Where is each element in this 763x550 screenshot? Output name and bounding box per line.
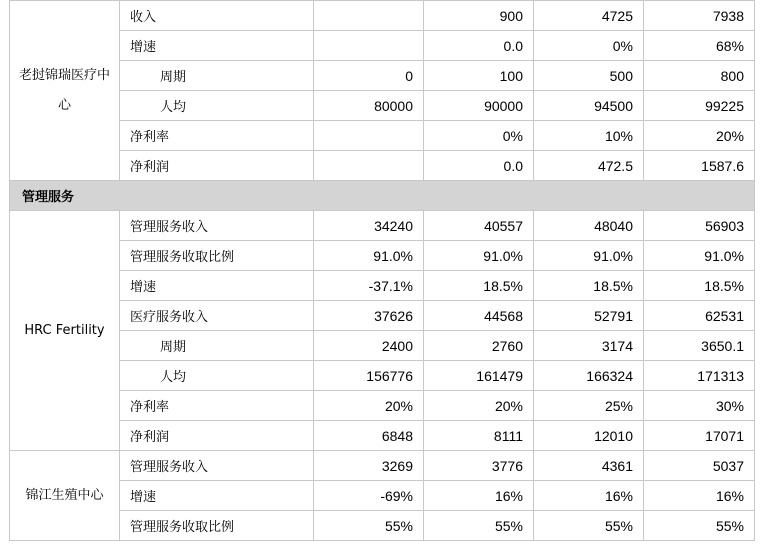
value-cell: 0 xyxy=(314,61,424,91)
row-label: 周期 xyxy=(120,331,314,361)
row-label: 管理服务收入 xyxy=(120,451,314,481)
table-row xyxy=(10,511,755,541)
table-row xyxy=(10,61,755,91)
table-row xyxy=(10,211,755,241)
value-cell: 90000 xyxy=(424,91,534,121)
value-cell: 20% xyxy=(314,391,424,421)
value-cell: 2400 xyxy=(314,331,424,361)
value-cell: 2760 xyxy=(424,331,534,361)
value-cell: 30% xyxy=(644,391,755,421)
value-cell: 37626 xyxy=(314,301,424,331)
table-row xyxy=(10,451,755,481)
row-label: 医疗服务收入 xyxy=(120,301,314,331)
value-cell: 99225 xyxy=(644,91,755,121)
value-cell: 8111 xyxy=(424,421,534,451)
value-cell: 5037 xyxy=(644,451,755,481)
value-cell: 0% xyxy=(534,31,644,61)
value-cell: 55% xyxy=(424,511,534,541)
row-label: 人均 xyxy=(120,361,314,391)
row-label: 管理服务收取比例 xyxy=(120,241,314,271)
value-cell: 17071 xyxy=(644,421,755,451)
value-cell: 91.0% xyxy=(424,241,534,271)
value-cell: 55% xyxy=(534,511,644,541)
table-row xyxy=(10,151,755,181)
value-cell: 80000 xyxy=(314,91,424,121)
value-cell: 16% xyxy=(644,481,755,511)
table-row xyxy=(10,421,755,451)
group-name-cell: HRC Fertility xyxy=(10,211,120,451)
value-cell: 91.0% xyxy=(644,241,755,271)
table-row xyxy=(10,301,755,331)
value-cell: 7938 xyxy=(644,1,755,31)
value-cell: 500 xyxy=(534,61,644,91)
value-cell: 20% xyxy=(644,121,755,151)
value-cell: 44568 xyxy=(424,301,534,331)
value-cell: 3174 xyxy=(534,331,644,361)
value-cell: 166324 xyxy=(534,361,644,391)
value-cell: 0.0 xyxy=(424,31,534,61)
value-cell: 16% xyxy=(424,481,534,511)
value-cell: 94500 xyxy=(534,91,644,121)
table-row xyxy=(10,331,755,361)
value-cell: 18.5% xyxy=(534,271,644,301)
table-body xyxy=(10,1,755,541)
value-cell: 12010 xyxy=(534,421,644,451)
section-header-row xyxy=(10,181,755,211)
value-cell xyxy=(314,151,424,181)
value-cell: 18.5% xyxy=(424,271,534,301)
table-row xyxy=(10,361,755,391)
table-row xyxy=(10,1,755,31)
table-row xyxy=(10,481,755,511)
value-cell: 4725 xyxy=(534,1,644,31)
row-label: 增速 xyxy=(120,481,314,511)
row-label: 人均 xyxy=(120,91,314,121)
value-cell: 25% xyxy=(534,391,644,421)
value-cell: 156776 xyxy=(314,361,424,391)
row-label: 增速 xyxy=(120,271,314,301)
value-cell: 55% xyxy=(644,511,755,541)
value-cell: 472.5 xyxy=(534,151,644,181)
row-label: 净利润 xyxy=(120,151,314,181)
value-cell: 0% xyxy=(424,121,534,151)
group-name-cell: 锦江生殖中心 xyxy=(10,451,120,541)
value-cell: 0.0 xyxy=(424,151,534,181)
table-row xyxy=(10,121,755,151)
value-cell: 1587.6 xyxy=(644,151,755,181)
value-cell: 100 xyxy=(424,61,534,91)
value-cell: 48040 xyxy=(534,211,644,241)
value-cell: -37.1% xyxy=(314,271,424,301)
value-cell: 800 xyxy=(644,61,755,91)
value-cell: 56903 xyxy=(644,211,755,241)
table-row xyxy=(10,271,755,301)
value-cell: 900 xyxy=(424,1,534,31)
section-title: 管理服务 xyxy=(10,181,755,211)
value-cell: 91.0% xyxy=(314,241,424,271)
value-cell: 4361 xyxy=(534,451,644,481)
value-cell: 52791 xyxy=(534,301,644,331)
financial-forecast-table xyxy=(9,0,755,541)
row-label: 收入 xyxy=(120,1,314,31)
value-cell: 171313 xyxy=(644,361,755,391)
table-row xyxy=(10,391,755,421)
row-label: 增速 xyxy=(120,31,314,61)
value-cell: 62531 xyxy=(644,301,755,331)
value-cell: 55% xyxy=(314,511,424,541)
row-label: 管理服务收取比例 xyxy=(120,511,314,541)
value-cell: 16% xyxy=(534,481,644,511)
value-cell: 20% xyxy=(424,391,534,421)
value-cell: 18.5% xyxy=(644,271,755,301)
value-cell: 10% xyxy=(534,121,644,151)
row-label: 净利率 xyxy=(120,121,314,151)
row-label: 净利率 xyxy=(120,391,314,421)
value-cell xyxy=(314,31,424,61)
row-label: 管理服务收入 xyxy=(120,211,314,241)
table-row xyxy=(10,91,755,121)
value-cell: 3776 xyxy=(424,451,534,481)
value-cell: 40557 xyxy=(424,211,534,241)
value-cell: 161479 xyxy=(424,361,534,391)
row-label: 周期 xyxy=(120,61,314,91)
value-cell: 6848 xyxy=(314,421,424,451)
table-row xyxy=(10,31,755,61)
value-cell: -69% xyxy=(314,481,424,511)
group-name-cell: 老挝锦瑞医疗中心 xyxy=(10,1,120,181)
value-cell: 68% xyxy=(644,31,755,61)
value-cell xyxy=(314,1,424,31)
row-label: 净利润 xyxy=(120,421,314,451)
value-cell: 3650.1 xyxy=(644,331,755,361)
value-cell: 91.0% xyxy=(534,241,644,271)
value-cell: 34240 xyxy=(314,211,424,241)
value-cell: 3269 xyxy=(314,451,424,481)
value-cell xyxy=(314,121,424,151)
table-row xyxy=(10,241,755,271)
